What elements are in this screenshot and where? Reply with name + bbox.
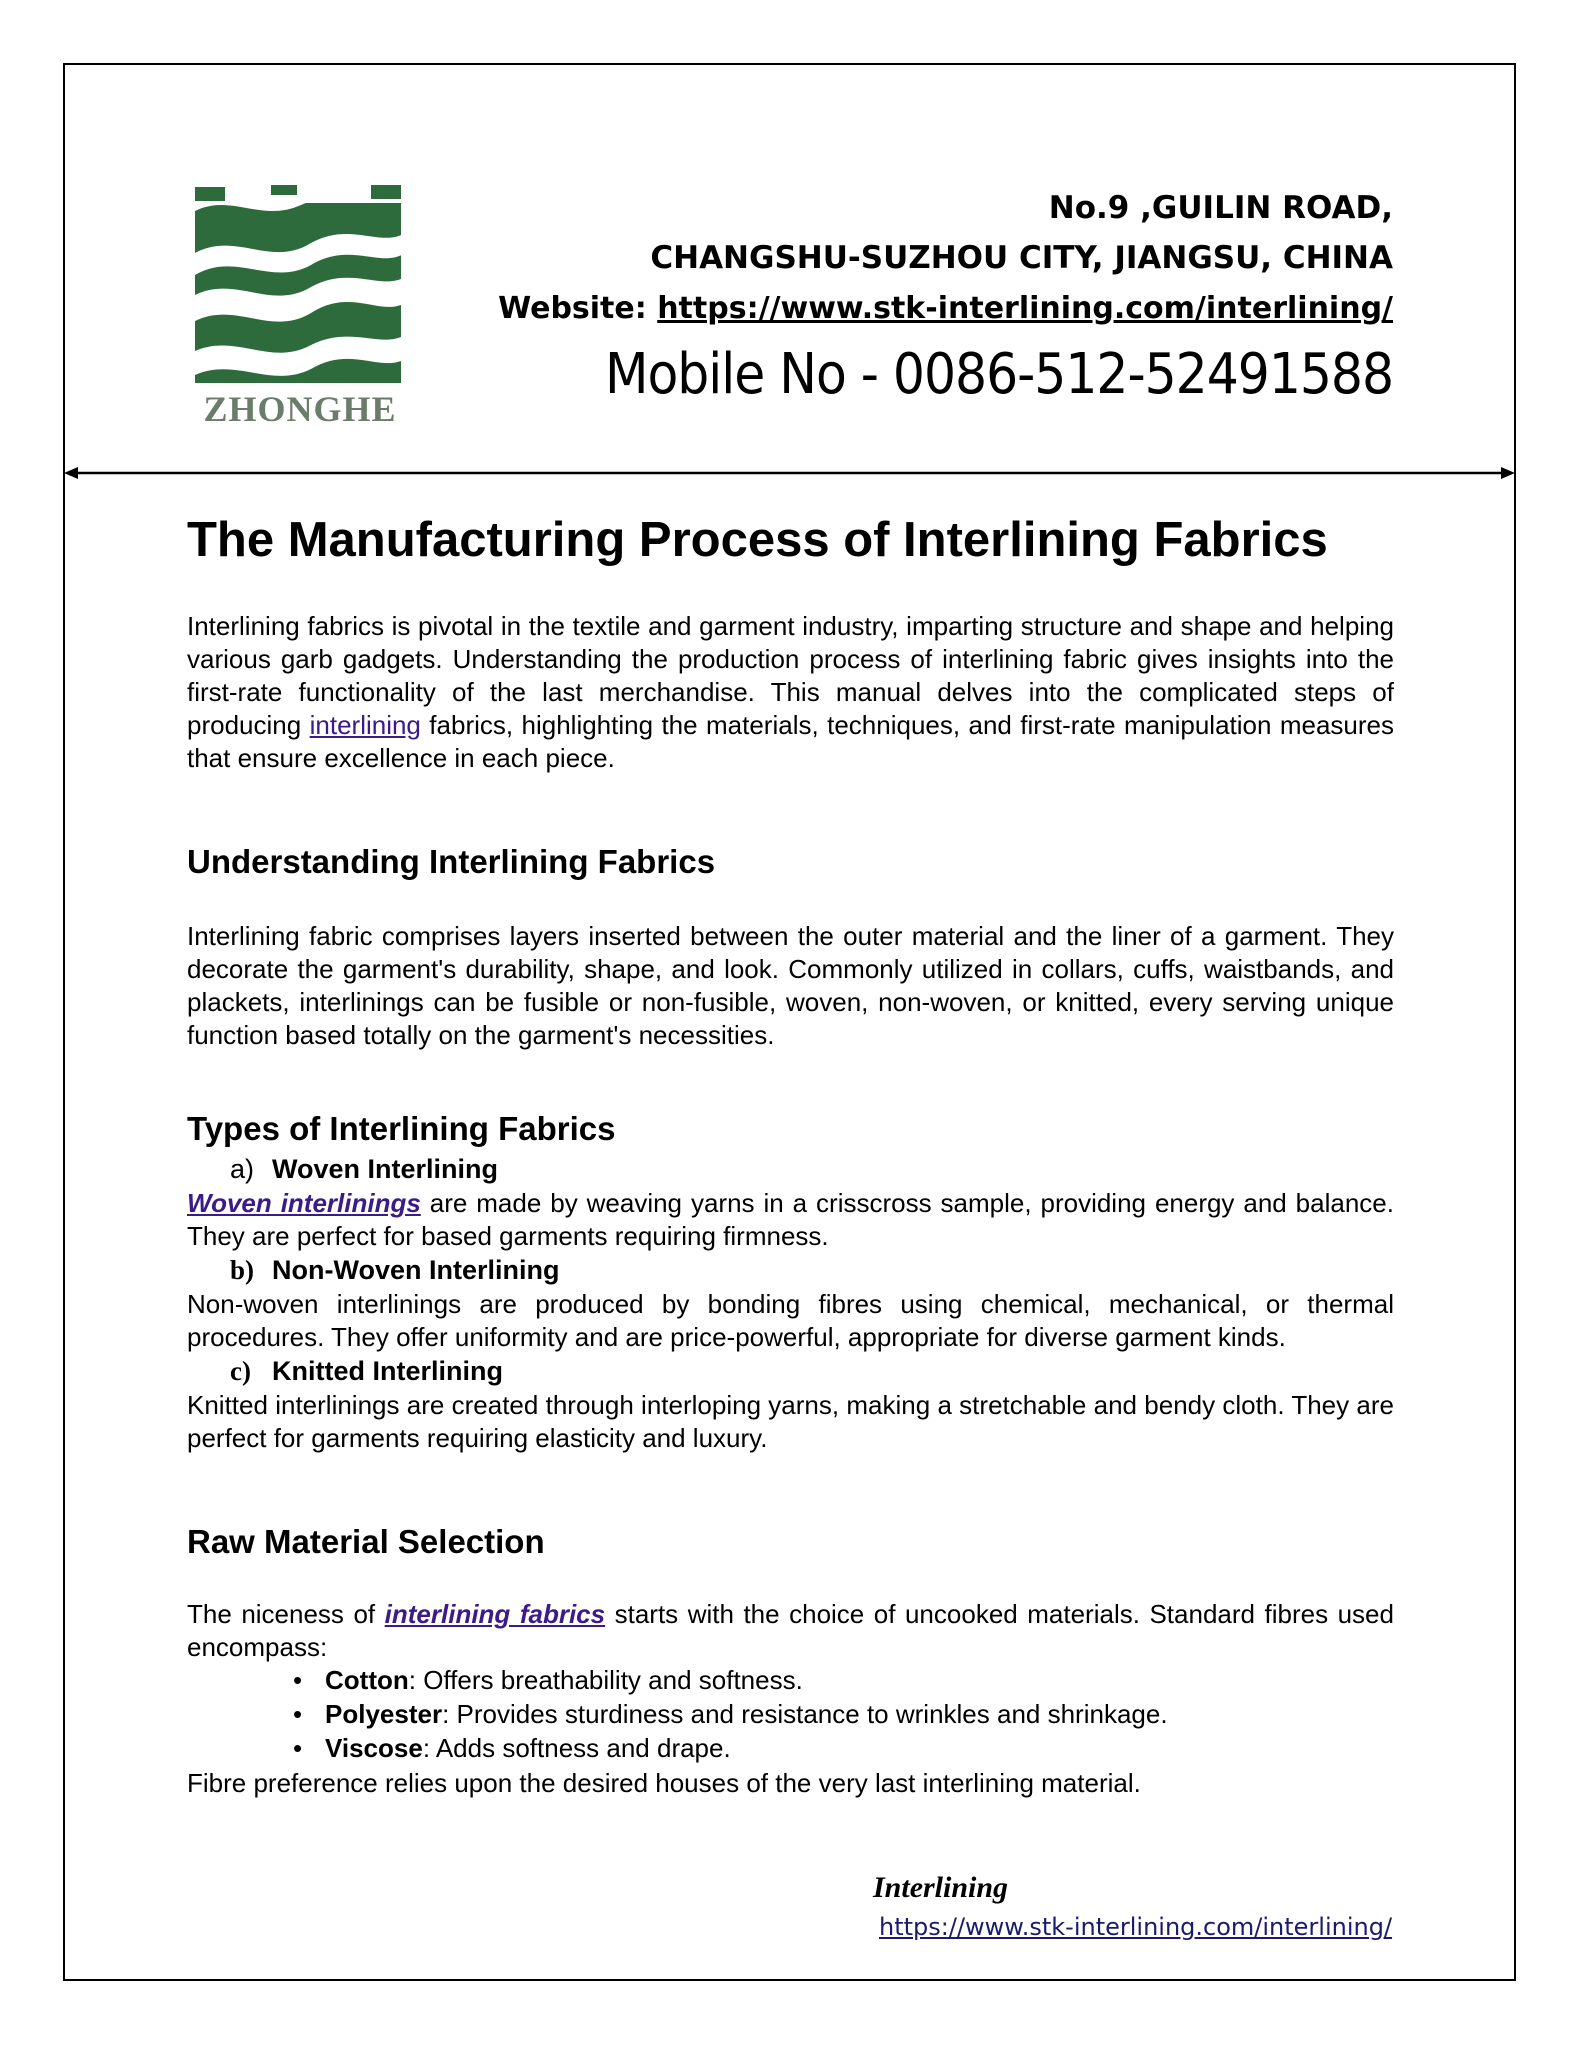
heading-raw-material: Raw Material Selection <box>187 1523 545 1560</box>
subheading-knitted <box>230 1356 503 1387</box>
woven-interlinings-link[interactable]: Woven interlinings <box>187 1188 421 1218</box>
page-title: The Manufacturing Process of Interlining Fabrics <box>187 513 1328 567</box>
woven-text: are made by weaving yarns in a crisscross sample, providing energy and balance. They are perfect for based garments requiring firmness. <box>187 1188 1394 1251</box>
intro-text-2: fabrics, highlighting the materials, techniques, and first-rate manipulation measures that ensure excellence in each piece. <box>187 710 1395 773</box>
raw-text-2: starts with the choice of uncooked materials. Standard fibres used encompass: <box>187 1599 1394 1662</box>
woven-paragraph <box>187 1187 1394 1253</box>
arrow-left-icon <box>64 467 78 479</box>
nonwoven-text: Non-woven interlinings are produced by bonding fibres using chemical, mechanical, or thermal procedures. They offer uniformity and are price-powerful, appropriate for diverse garment kinds. <box>187 1289 1394 1352</box>
raw-text-1: The niceness of <box>187 1599 385 1629</box>
header-divider <box>64 466 1515 480</box>
footer-label: Interlining <box>873 1871 1009 1904</box>
website-link[interactable]: https://www.stk-interlining.com/interlining/ <box>657 291 1393 326</box>
website-label: Website: <box>498 291 658 326</box>
subheading-nonwoven <box>230 1255 559 1286</box>
bullet-icon: • <box>293 1665 303 1695</box>
raw-material-paragraph <box>187 1598 1394 1664</box>
fibre-term: Cotton <box>325 1665 409 1695</box>
logo-wordmark: ZHONGHE <box>203 389 397 428</box>
marker-c: c) <box>230 1356 251 1386</box>
raw-closing-text: Fibre preference relies upon the desired houses of the very last interlining material. <box>187 1768 1141 1798</box>
fibre-term: Polyester <box>325 1699 443 1729</box>
intro-paragraph <box>187 610 1394 775</box>
bullet-icon: • <box>293 1733 303 1763</box>
website-line <box>498 291 1393 326</box>
footer-link[interactable]: https://www.stk-interlining.com/interlining/ <box>879 1913 1393 1941</box>
heading-understanding: Understanding Interlining Fabrics <box>187 843 716 880</box>
interlining-fabrics-link[interactable]: interlining fabrics <box>384 1599 606 1629</box>
address-line-2: CHANGSHU-SUZHOU CITY, JIANGSU, CHINA <box>650 240 1393 276</box>
understanding-paragraph <box>187 920 1394 1052</box>
list-item <box>293 1697 1168 1731</box>
intro-text-1: Interlining fabrics is pivotal in the textile and garment industry, imparting structure and shape and helping various garb gadgets. Understanding the production process of interlining fabric gives insights into the first-rate functionality of the last merchandise. This manual delves into the complicated steps of producing <box>187 611 1394 740</box>
marker-b: b) <box>230 1255 255 1285</box>
nonwoven-paragraph <box>187 1288 1394 1354</box>
fibre-term: Viscose <box>325 1733 423 1763</box>
knitted-paragraph <box>187 1389 1394 1455</box>
bullet-icon: • <box>293 1699 303 1729</box>
interlining-link[interactable]: interlining <box>309 710 421 740</box>
knitted-title: Knitted Interlining <box>272 1356 503 1386</box>
arrow-right-icon <box>1501 467 1515 479</box>
fibre-desc: : Adds softness and drape. <box>422 1733 731 1763</box>
zhonghe-logo <box>191 183 409 428</box>
list-item <box>293 1663 1168 1697</box>
fibre-desc: : Provides sturdiness and resistance to wrinkles and shrinkage. <box>442 1699 1168 1729</box>
understanding-text: Interlining fabric comprises layers inserted between the outer material and the liner of a garment. They decorate the garment's durability, shape, and look. Commonly utilized in collars, cuffs, waistbands, and plackets, interlinings can be fusible or non-fusible, woven, non-woven, or knitted, every serving unique function based totally on the garment's necessities. <box>187 921 1394 1050</box>
wave-logo-icon <box>191 183 409 428</box>
list-item <box>293 1731 1168 1765</box>
fibre-list <box>293 1663 1168 1765</box>
woven-title: Woven Interlining <box>272 1154 499 1184</box>
raw-closing-paragraph <box>187 1767 1394 1800</box>
mobile-number: Mobile No - 0086-512-52491588 <box>604 342 1393 407</box>
fibre-desc: : Offers breathability and softness. <box>408 1665 803 1695</box>
nonwoven-title: Non-Woven Interlining <box>272 1255 560 1285</box>
subheading-woven <box>230 1154 498 1185</box>
heading-types: Types of Interlining Fabrics <box>187 1110 616 1147</box>
marker-a: a) <box>230 1154 255 1184</box>
knitted-text: Knitted interlinings are created through interloping yarns, making a stretchable and bendy cloth. They are perfect for garments requiring elasticity and luxury. <box>187 1390 1394 1453</box>
address-line-1: No.9 ,GUILIN ROAD, <box>1048 190 1393 226</box>
